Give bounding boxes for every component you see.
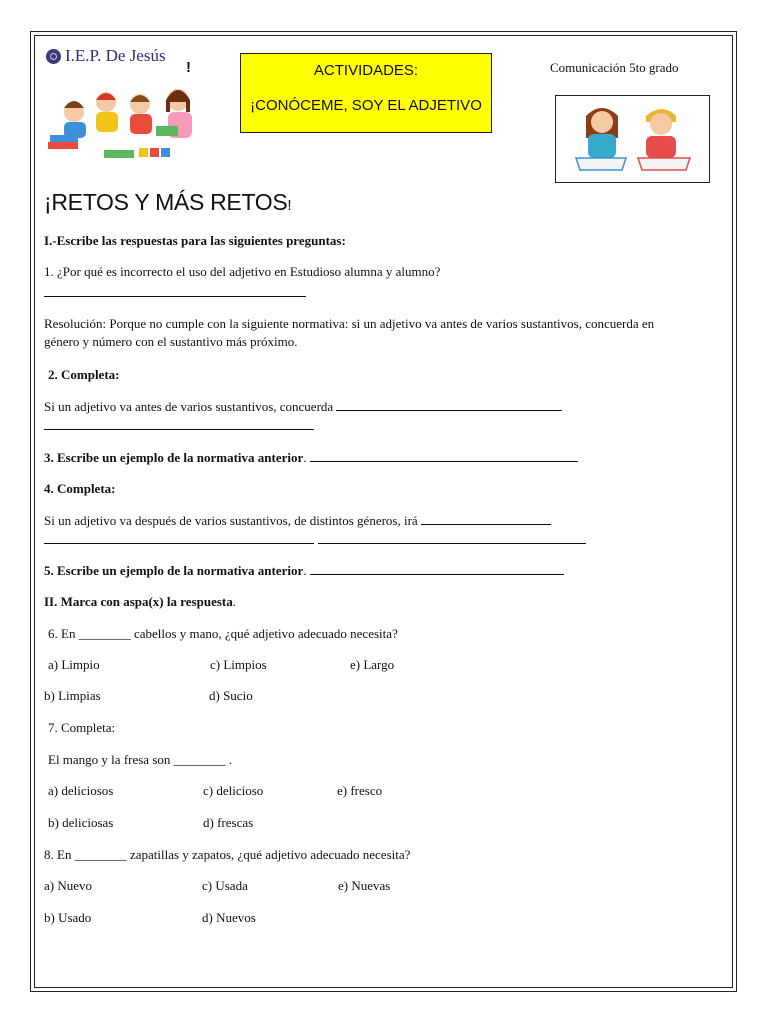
answer-line-4c[interactable]	[318, 531, 586, 544]
q6-option-a[interactable]: a) Limpio	[48, 657, 100, 672]
subject-label: Comunicación 5to grado	[550, 60, 679, 75]
q8-option-e[interactable]: e) Nuevas	[338, 878, 391, 893]
question-8: 8. En ________ zapatillas y zapatos, ¿qué adjetivo adecuado necesita?	[44, 847, 411, 862]
section-2-heading-dot: .	[232, 594, 236, 609]
girl-student-icon	[586, 108, 618, 158]
question-3-dot: .	[303, 450, 307, 465]
q8-option-d[interactable]: d) Nuevos	[202, 910, 256, 925]
open-book-icon	[576, 158, 690, 170]
activity-title-box	[240, 53, 492, 133]
question-4-heading: 4. Completa:	[44, 481, 116, 496]
question-2-text-content: Si un adjetivo va antes de varios sustantivos, concuerda	[44, 399, 334, 414]
question-5-dot: .	[303, 563, 307, 578]
school-name: I.E.P. De Jesús	[65, 46, 166, 65]
q8-option-b[interactable]: b) Usado	[44, 910, 92, 925]
child-figure-icon	[130, 94, 152, 134]
students-writing-illustration	[556, 96, 709, 182]
answer-line-2a[interactable]	[336, 398, 562, 411]
resolution-line-2: género y número con el sustantivo más próximo.	[44, 334, 298, 349]
q6-option-c[interactable]: c) Limpios	[210, 657, 267, 672]
answer-line-3[interactable]	[310, 449, 578, 462]
books-pile-icon	[48, 135, 170, 158]
question-3	[44, 449, 578, 466]
q7-option-e[interactable]: e) fresco	[337, 783, 383, 798]
question-4-text-content: Si un adjetivo va después de varios sustantivos, de distintos géneros, irá	[44, 513, 418, 528]
school-seal-icon	[46, 49, 61, 64]
question-1: 1. ¿Por qué es incorrecto el uso del adjetivo en Estudioso alumna y alumno?	[44, 264, 441, 279]
q6-option-b[interactable]: b) Limpias	[44, 688, 101, 703]
resolution-line-1: Resolución: Porque no cumple con la siguiente normativa: si un adjetivo va antes de varios sustantivos, concuerda en	[44, 316, 655, 331]
question-3-text: 3. Escribe un ejemplo de la normativa anterior	[44, 450, 304, 465]
q7-option-a[interactable]: a) deliciosos	[48, 783, 114, 798]
students-picture-frame	[555, 95, 710, 183]
school-logo	[46, 46, 166, 66]
child-figure-icon	[156, 89, 192, 138]
question-5	[44, 562, 564, 579]
header-exclamation: !	[186, 59, 191, 76]
answer-line-4a[interactable]	[421, 512, 551, 525]
question-7-heading: 7. Completa:	[48, 720, 116, 735]
q7-option-d[interactable]: d) frescas	[203, 815, 254, 830]
section-2-heading-text: II. Marca con aspa(x) la respuesta	[44, 594, 233, 609]
answer-line-5[interactable]	[310, 562, 564, 575]
question-7-text: El mango y la fresa son ________ .	[48, 752, 233, 767]
child-figure-icon	[64, 101, 86, 138]
activity-subtitle: ¡CONÓCEME, SOY EL ADJETIVO	[250, 97, 482, 114]
section-2-heading	[44, 594, 236, 610]
section-1-heading: I.-Escribe las respuestas para las siguientes preguntas:	[44, 233, 346, 248]
q6-option-d[interactable]: d) Sucio	[209, 688, 253, 703]
children-reading-illustration	[44, 78, 204, 164]
q8-option-a[interactable]: a) Nuevo	[44, 878, 93, 893]
page-title-exclamation: !	[287, 197, 292, 214]
q6-option-e[interactable]: e) Largo	[350, 657, 395, 672]
question-4-text	[44, 512, 551, 529]
answer-line-4b[interactable]	[44, 531, 314, 544]
activity-title: ACTIVIDADES:	[313, 62, 419, 79]
q7-option-b[interactable]: b) deliciosas	[48, 815, 114, 830]
q7-option-c[interactable]: c) delicioso	[203, 783, 264, 798]
boy-student-icon	[646, 109, 676, 158]
question-2-heading: 2. Completa:	[48, 367, 120, 382]
question-6: 6. En ________ cabellos y mano, ¿qué adjetivo adecuado necesita?	[48, 626, 398, 641]
page-title-text: ¡RETOS Y MÁS RETOS	[44, 189, 288, 215]
question-2-text	[44, 398, 562, 415]
q8-option-c[interactable]: c) Usada	[202, 878, 248, 893]
page-title	[44, 189, 291, 216]
question-5-text: 5. Escribe un ejemplo de la normativa anterior	[44, 563, 304, 578]
answer-line-2b[interactable]	[44, 417, 314, 430]
child-figure-icon	[96, 92, 118, 132]
answer-line-1[interactable]	[44, 284, 306, 297]
